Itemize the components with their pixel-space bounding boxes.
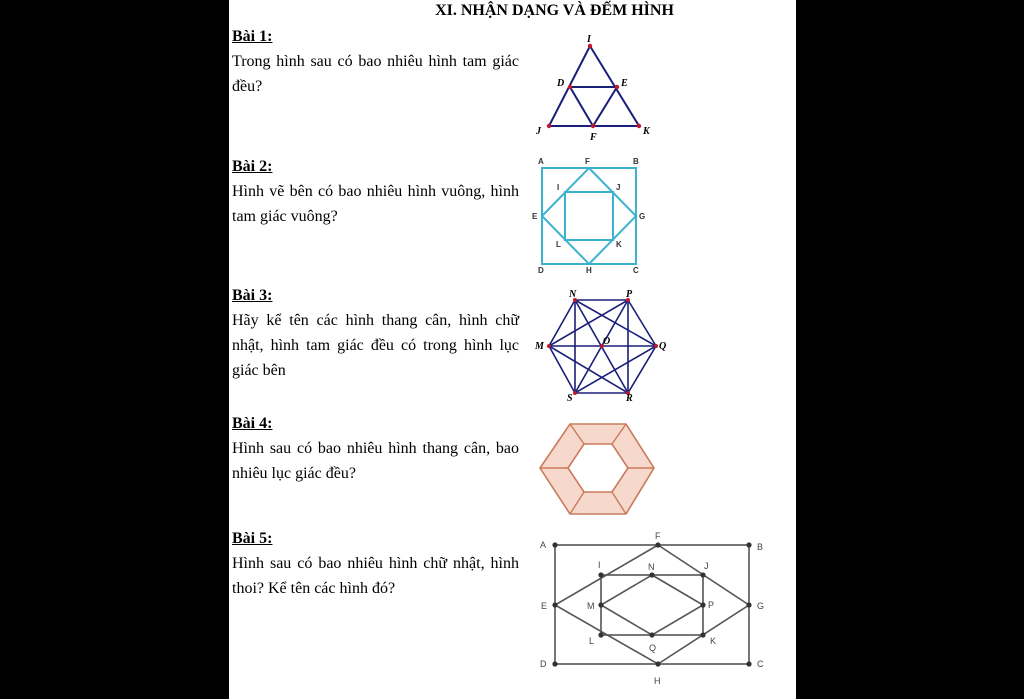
exercise-3-text: Hãy kể tên các hình thang cân, hình chữ nhật, hình tam giác đều có trong hình lục giác bên <box>232 312 519 379</box>
fig3-label-O: O <box>603 336 611 347</box>
fig5-label-C: C <box>757 659 764 669</box>
exercise-1 <box>232 27 519 99</box>
fig5-label-F: F <box>655 531 661 541</box>
fig3-label-N: N <box>569 289 577 300</box>
fig2-label-F: F <box>585 157 590 166</box>
fig3-label-S: S <box>567 393 573 404</box>
fig5-label-H: H <box>654 676 661 686</box>
fig5-label-N: N <box>648 562 655 572</box>
fig5-label-Q: Q <box>649 643 657 653</box>
exercise-3 <box>232 286 519 383</box>
fig2-label-B: B <box>633 157 639 166</box>
fig2-label-L: L <box>556 240 561 249</box>
worksheet-page <box>229 0 796 699</box>
fig1-label-F: F <box>590 132 597 143</box>
fig3-label-R: R <box>626 393 633 404</box>
exercise-2 <box>232 157 519 229</box>
fig5-label-J: J <box>704 561 709 571</box>
fig3-label-M: M <box>535 341 544 352</box>
exercise-4-label: Bài 4: <box>232 415 273 432</box>
figure-2-squares <box>532 155 652 280</box>
fig5-label-E: E <box>541 601 548 611</box>
page-title: XI. NHẬN DẠNG VÀ ĐẾM HÌNH <box>435 2 674 19</box>
fig2-label-G: G <box>639 212 646 221</box>
figure-3-hexagon <box>534 288 669 406</box>
fig2-label-E: E <box>532 212 538 221</box>
fig2-label-A: A <box>538 157 544 166</box>
fig5-label-P: P <box>708 600 715 610</box>
fig5-label-K: K <box>710 636 717 646</box>
fig2-label-I: I <box>557 183 560 192</box>
fig2-label-C: C <box>633 266 639 275</box>
fig5-label-A: A <box>540 540 547 550</box>
fig2-label-D: D <box>538 266 544 275</box>
fig5-label-M: M <box>587 601 595 611</box>
exercise-2-label: Bài 2: <box>232 158 273 175</box>
exercise-4-text: Hình sau có bao nhiêu hình thang cân, bao nhiêu lục giác đều? <box>232 440 519 482</box>
figure-1-triangle <box>529 30 659 145</box>
fig5-label-L: L <box>589 636 595 646</box>
exercise-2-text: Hình vẽ bên có bao nhiêu hình vuông, hình tam giác vuông? <box>232 183 519 225</box>
fig3-label-Q: Q <box>659 341 667 352</box>
fig2-label-J: J <box>616 183 621 192</box>
fig1-label-J: J <box>536 126 541 137</box>
exercise-5-text: Hình sau có bao nhiêu hình chữ nhật, hình thoi? Kể tên các hình đó? <box>232 555 519 597</box>
fig5-label-I: I <box>598 560 601 570</box>
exercise-1-label: Bài 1: <box>232 28 273 45</box>
exercise-3-label: Bài 3: <box>232 287 273 304</box>
fig3-label-P: P <box>626 289 633 300</box>
exercise-5-label: Bài 5: <box>232 530 273 547</box>
figure-4-hexagon-ring <box>536 418 661 523</box>
figure-5-rect-rhombus <box>534 528 774 690</box>
exercise-5 <box>232 529 519 601</box>
fig2-label-H: H <box>586 266 592 275</box>
fig5-label-G: G <box>757 601 765 611</box>
fig1-label-D: D <box>557 78 565 89</box>
fig2-label-K: K <box>616 240 622 249</box>
fig1-label-K: K <box>643 126 650 137</box>
fig5-label-D: D <box>540 659 547 669</box>
fig1-label-I: I <box>587 34 591 45</box>
exercise-1-text: Trong hình sau có bao nhiêu hình tam giác đều? <box>232 53 519 95</box>
fig1-label-E: E <box>621 78 628 89</box>
exercise-4 <box>232 414 519 486</box>
fig5-label-B: B <box>757 542 764 552</box>
